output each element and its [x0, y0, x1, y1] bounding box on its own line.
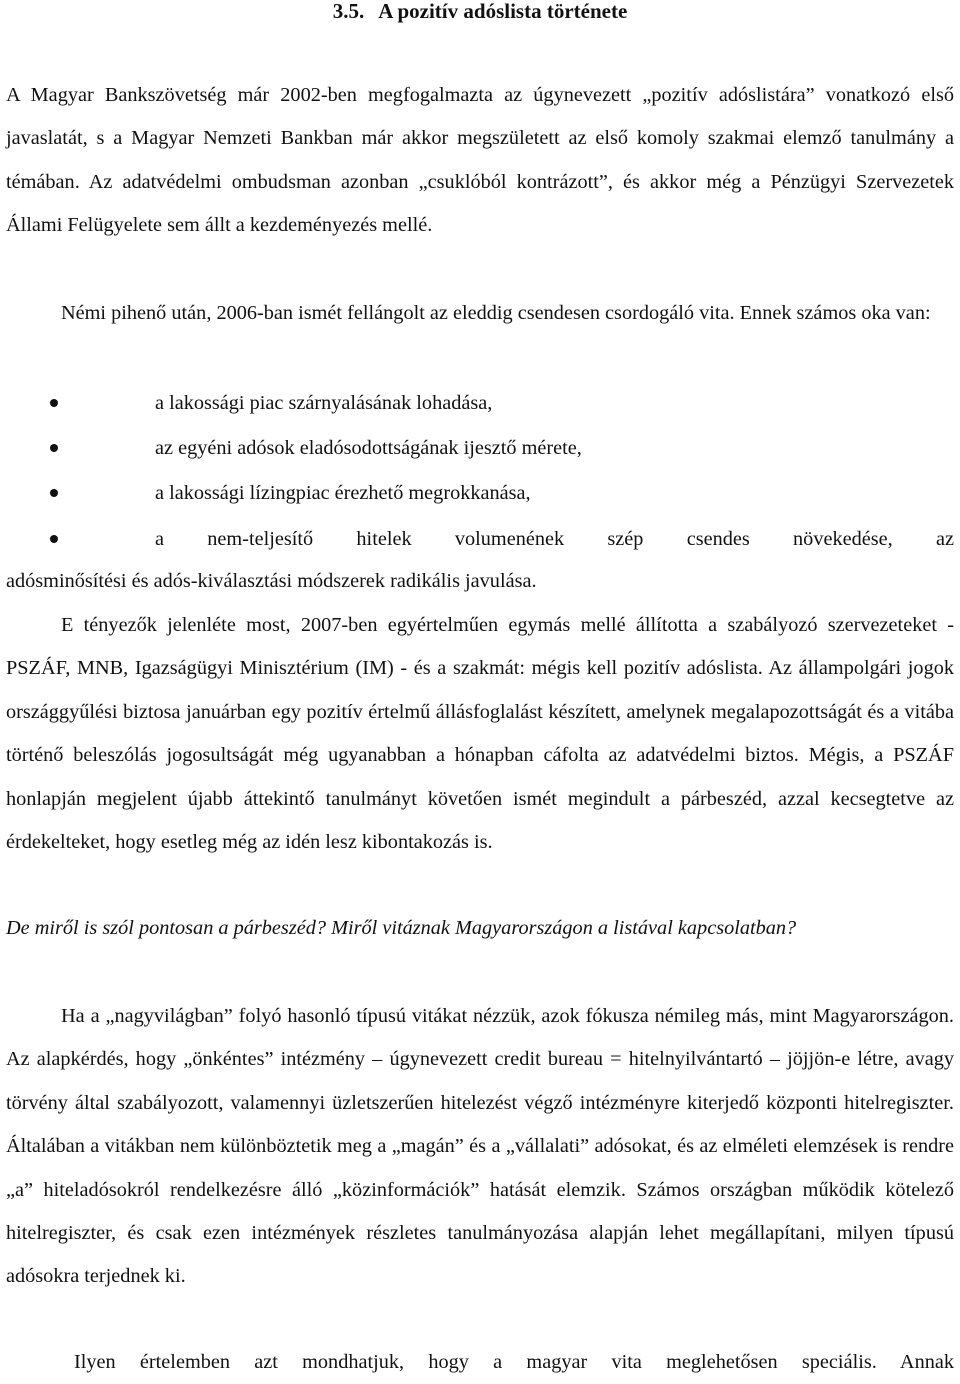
paragraph-2007: E tényezők jelenléte most, 2007-ben egyértelműen egymás mellé állította a szabályozó szervezeteket - PSZÁF, MNB, Igazságügyi Minisztérium (IM) - és a szakmát: mégis kell pozitív adóslista. Az állampolgári jogok országgyűlési biztosa januárban egy pozitív értelmű állásfoglalást készített, amelynek megalapozottságát és a vitába történő beleszólás jogosultságát még ugyanabban a hónapban cáfolta az adatvédelmi biztos. Mégis, a PSZÁF honlapján megjelent újabb áttekintő tanulmányt követően ismét megindult a párbeszéd, azzal kecsegtetve az érdekelteket, hogy esetleg még az idén lesz kibontakozás is.	[6, 614, 954, 854]
section-heading	[6, 0, 954, 25]
bullet-text: a nem-teljesítő hitelek volumenének szép csendes növekedése, az	[155, 528, 954, 550]
bullet-icon	[50, 535, 58, 543]
paragraph-2006: Némi pihenő után, 2006-ban ismét fellángolt az eleddig csendesen csordogáló vita. Ennek számos oka van:	[61, 302, 931, 324]
bullet-text: a lakossági lízingpiac érezhető megrokkanása,	[155, 482, 531, 504]
bullet-text: az egyéni adósok eladósodottságának ijesztő mérete,	[155, 437, 582, 459]
question-paragraph: De miről is szól pontosan a párbeszéd? Miről vitáznak Magyarországon a listával kapcsolatban?	[6, 917, 797, 939]
bullet-text: a lakossági piac szárnyalásának lohadása,	[155, 392, 493, 414]
section-number: 3.5.	[332, 0, 365, 23]
bullet-continuation-text: adósminősítési és adós-kiválasztási módszerek radikális javulása.	[6, 570, 537, 592]
bullet-icon	[50, 489, 58, 497]
bullet-icon	[50, 399, 58, 407]
paragraph-last-line: Ilyen értelemben azt mondhatjuk, hogy a magyar vita meglehetősen speciális. Annak	[74, 1351, 954, 1373]
section-title: A pozitív adóslista története	[378, 0, 628, 23]
paragraph-intro: A Magyar Bankszövetség már 2002-ben megfogalmazta az úgynevezett „pozitív adóslistára” vonatkozó első javaslatát, s a Magyar Nemzeti Bankban már akkor megszületett az első komoly szakmai elemző tanulmány a témában. Az adatvédelmi ombudsman azonban „csuklóból kontrázott”, és akkor még a Pénzügyi Szervezetek Állami Felügyelete sem állt a kezdeményezés mellé.	[6, 84, 954, 237]
paragraph-world: Ha a „nagyvilágban” folyó hasonló típusú vitákat nézzük, azok fókusza némileg más, mint Magyarországon. Az alapkérdés, hogy „önkéntes” intézmény – úgynevezett credit bureau = hitelnyilvántartó – jöjjön-e létre, avagy törvény által szabályozott, valamennyi üzletszerűen hitelezést végző intézményre kiterjedő központi hitelregiszter. Általában a vitákban nem különböztetik meg a „magán” és a „vállalati” adósokat, és az elméleti elemzések is rendre „a” hiteladósokról rendelkezésre álló „közinformációk” hatását elemzik. Számos országban működik kötelező hitelregiszter, és csak ezen intézmények részletes tanulmányozása alapján lehet megállapítani, milyen típusú adósokra terjednek ki.	[6, 1005, 954, 1288]
bullet-icon	[50, 444, 58, 452]
bullet-item	[6, 518, 954, 561]
